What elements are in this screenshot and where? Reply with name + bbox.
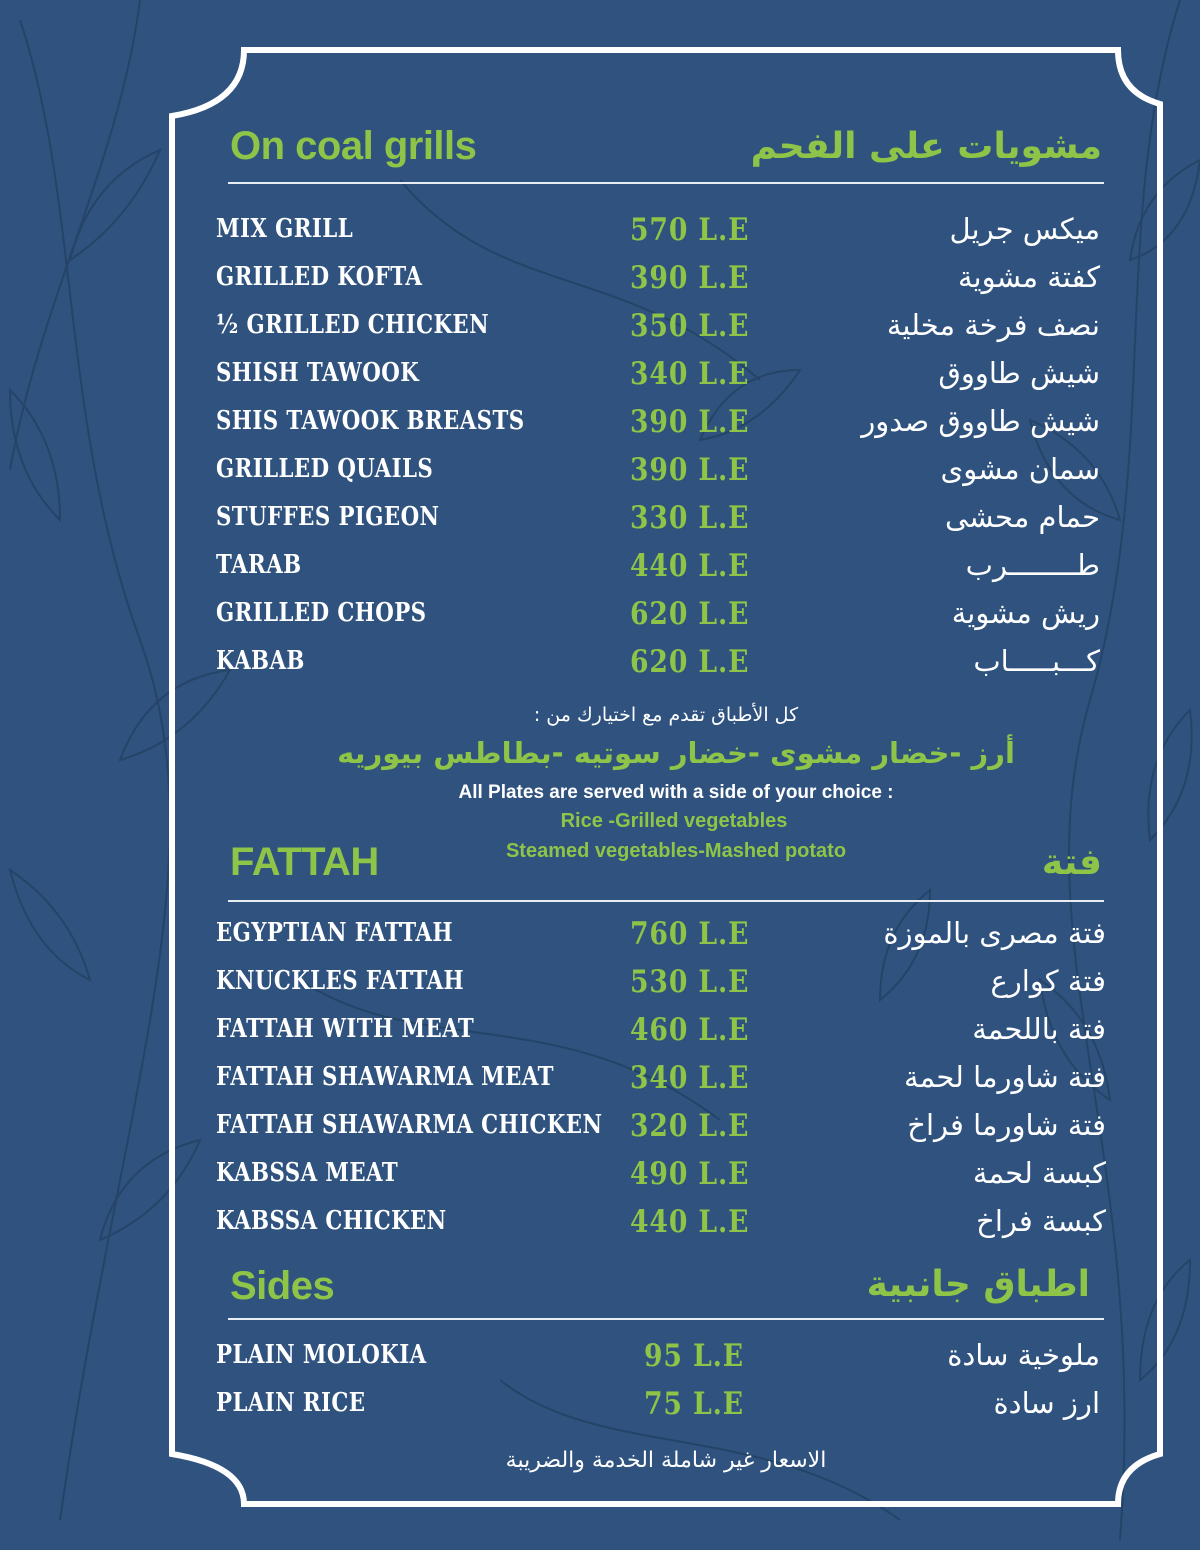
- section-title-fattah-en: FATTAH: [230, 840, 379, 884]
- section-title-sides-ar: اطباق جانبية: [866, 1264, 1090, 1305]
- item-price: 390 L.E: [630, 404, 750, 440]
- menu-item: [0, 498, 1200, 544]
- prices-disclaimer: الاسعار غير شاملة الخدمة والضريبة: [505, 1448, 827, 1473]
- item-price: 460 L.E: [630, 1012, 750, 1048]
- sides-note-ar-options: أرز -خضار مشوى -خضار سوتيه -بطاطس بيوريه: [337, 736, 1015, 770]
- menu-item: [0, 306, 1200, 352]
- item-name-ar: ارز سادة: [993, 1386, 1100, 1420]
- item-name-ar: شيش طاووق صدور: [861, 404, 1100, 438]
- item-name-en: SHIS TAWOOK BREASTS: [216, 406, 525, 436]
- sides-note-en-options-1: Rice -Grilled vegetables: [560, 810, 788, 832]
- menu-item: [0, 594, 1200, 640]
- section-divider: [228, 900, 1104, 902]
- item-name-ar: ريش مشوية: [951, 596, 1100, 630]
- item-name-ar: فتة شاورما فراخ: [907, 1108, 1106, 1142]
- item-name-ar: كبسة فراخ: [976, 1204, 1106, 1238]
- menu-item: [0, 642, 1200, 688]
- item-price: 530 L.E: [630, 964, 750, 1000]
- item-price: 570 L.E: [630, 212, 750, 248]
- menu-item: [0, 210, 1200, 256]
- menu-item: [0, 1154, 1200, 1200]
- item-name-en: KNUCKLES FATTAH: [216, 966, 465, 996]
- item-price: 340 L.E: [630, 356, 750, 392]
- item-name-en: KABSSA CHICKEN: [216, 1206, 447, 1236]
- section-title-grills-en: On coal grills: [230, 124, 477, 168]
- item-name-ar: ملوخية سادة: [947, 1338, 1100, 1372]
- item-price: 340 L.E: [630, 1060, 750, 1096]
- item-name-en: SHISH TAWOOK: [216, 358, 420, 388]
- item-name-en: STUFFES PIGEON: [216, 502, 440, 532]
- item-name-ar: فتة كوارع: [990, 964, 1106, 998]
- item-price: 320 L.E: [630, 1108, 750, 1144]
- item-name-ar: سمان مشوى: [940, 452, 1100, 486]
- item-price: 350 L.E: [630, 308, 750, 344]
- item-name-ar: فتة مصرى بالموزة: [883, 916, 1106, 950]
- menu-item: [0, 1010, 1200, 1056]
- item-name-ar: طــــــــرب: [965, 548, 1100, 582]
- item-name-ar: كبسة لحمة: [972, 1156, 1106, 1190]
- menu-item: [0, 1336, 1200, 1382]
- sides-note-en-intro: All Plates are served with a side of your choice :: [458, 782, 894, 803]
- item-name-en: GRILLED CHOPS: [216, 598, 427, 628]
- menu-item: [0, 1058, 1200, 1104]
- menu-item: [0, 258, 1200, 304]
- item-price: 440 L.E: [630, 548, 750, 584]
- item-price: 490 L.E: [630, 1156, 750, 1192]
- menu-item: [0, 1106, 1200, 1152]
- section-title-fattah-ar: فتة: [1041, 842, 1102, 883]
- menu-item: [0, 914, 1200, 960]
- item-name-en: PLAIN MOLOKIA: [216, 1340, 427, 1370]
- section-divider: [228, 1318, 1104, 1320]
- item-name-en: EGYPTIAN FATTAH: [216, 918, 453, 948]
- item-price: 620 L.E: [630, 596, 750, 632]
- item-name-en: FATTAH WITH MEAT: [216, 1014, 475, 1044]
- item-name-en: TARAB: [216, 550, 302, 580]
- item-name-en: FATTAH SHAWARMA CHICKEN: [216, 1110, 603, 1140]
- item-price: 390 L.E: [630, 260, 750, 296]
- menu-item: [0, 546, 1200, 592]
- section-title-grills-ar: مشويات على الفحم: [750, 126, 1102, 167]
- menu-item: [0, 450, 1200, 496]
- item-name-en: GRILLED KOFTA: [216, 262, 423, 292]
- item-name-ar: كـــبـــــاب: [973, 644, 1100, 678]
- item-price: 95 L.E: [644, 1338, 744, 1374]
- item-price: 390 L.E: [630, 452, 750, 488]
- item-name-en: ½ GRILLED CHICKEN: [216, 310, 489, 340]
- item-name-ar: فتة شاورما لحمة: [904, 1060, 1106, 1094]
- item-price: 330 L.E: [630, 500, 750, 536]
- item-name-ar: شيش طاووق: [938, 356, 1100, 390]
- item-price: 75 L.E: [644, 1386, 744, 1422]
- item-name-en: PLAIN RICE: [216, 1388, 366, 1418]
- sides-note-en-options-2: Steamed vegetables-Mashed potato: [505, 840, 847, 862]
- item-name-ar: حمام محشى: [945, 500, 1100, 534]
- item-price: 760 L.E: [630, 916, 750, 952]
- item-price: 620 L.E: [630, 644, 750, 680]
- menu-item: [0, 1202, 1200, 1248]
- item-price: 440 L.E: [630, 1204, 750, 1240]
- menu-item: [0, 354, 1200, 400]
- item-name-en: MIX GRILL: [216, 214, 354, 244]
- item-name-ar: ميكس جريل: [949, 212, 1100, 246]
- item-name-ar: فتة باللحمة: [972, 1012, 1106, 1046]
- sides-note-ar-intro: كل الأطباق تقدم مع اختيارك من :: [533, 704, 799, 726]
- item-name-en: KABAB: [216, 646, 305, 676]
- menu-item: [0, 402, 1200, 448]
- item-name-en: KABSSA MEAT: [216, 1158, 399, 1188]
- item-name-en: GRILLED QUAILS: [216, 454, 434, 484]
- section-divider: [228, 182, 1104, 184]
- menu-item: [0, 962, 1200, 1008]
- item-name-en: FATTAH SHAWARMA MEAT: [216, 1062, 554, 1092]
- section-title-sides-en: Sides: [230, 1264, 335, 1308]
- menu-item: [0, 1384, 1200, 1430]
- item-name-ar: كفتة مشوية: [958, 260, 1100, 294]
- item-name-ar: نصف فرخة مخلية: [886, 308, 1100, 342]
